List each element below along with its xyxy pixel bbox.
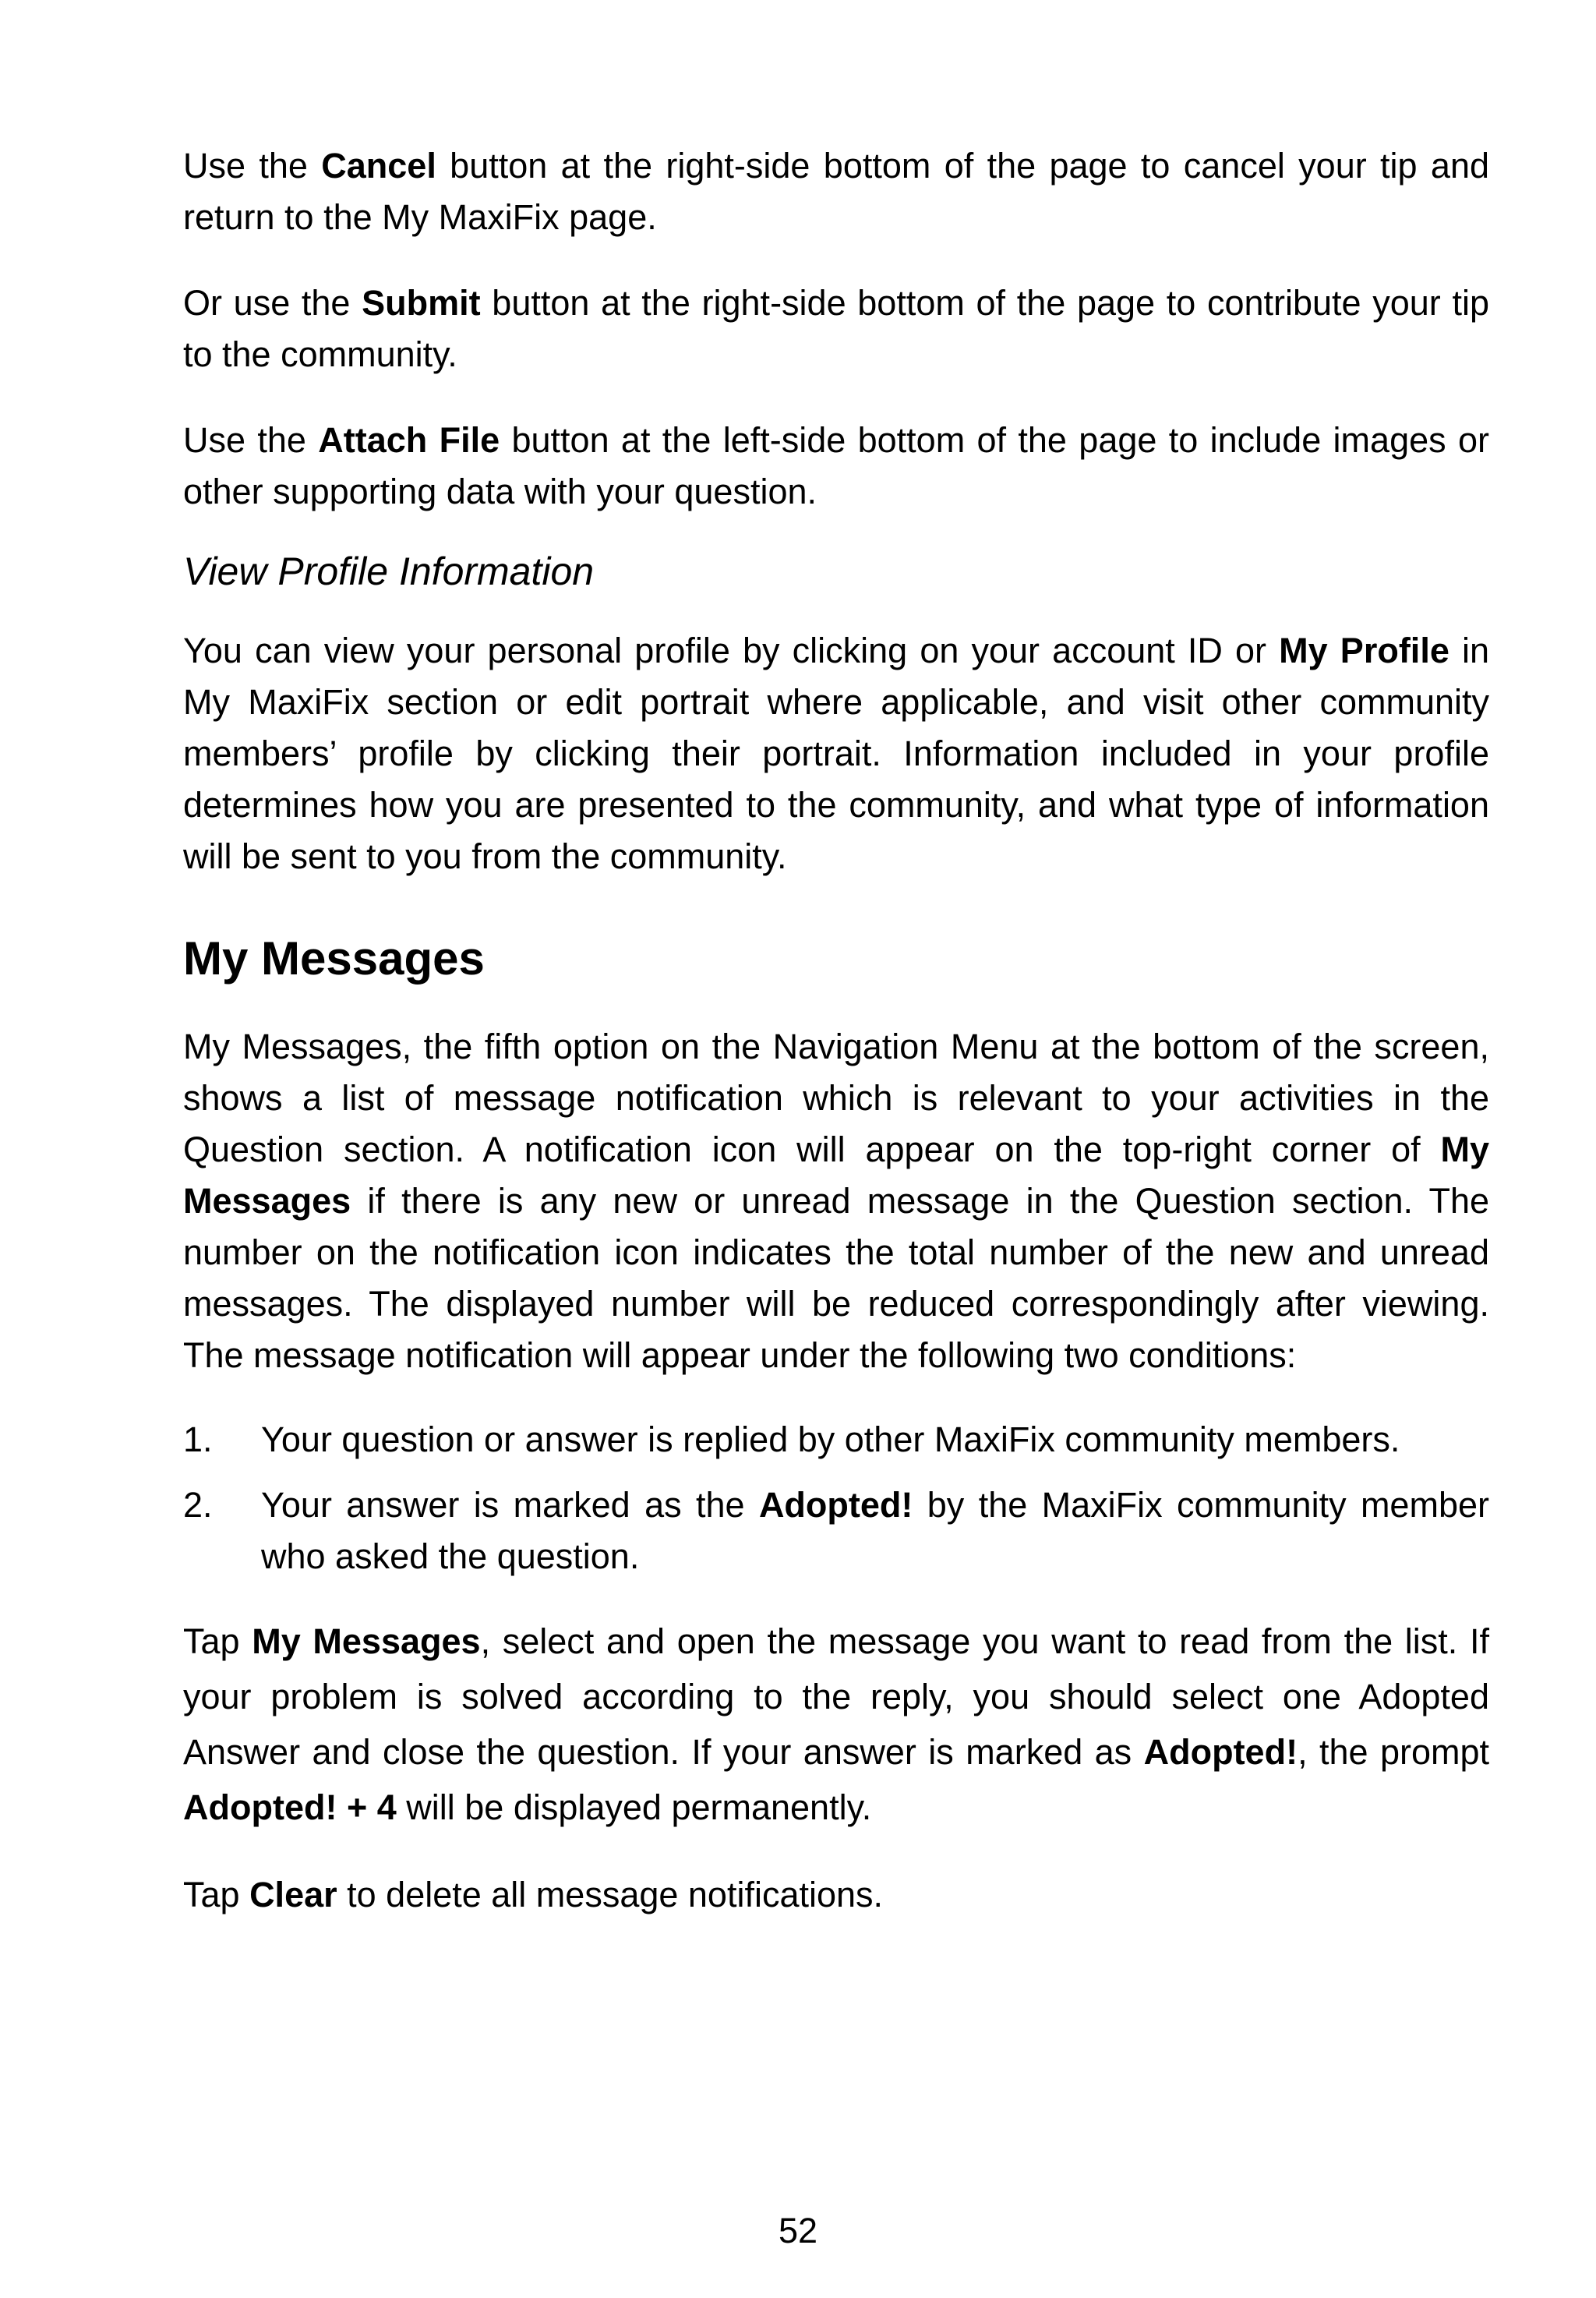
page-content	[183, 140, 1489, 1921]
conditions-list	[183, 1414, 1489, 1582]
profile-paragraph	[183, 625, 1489, 882]
adopted-plus-four-term: Adopted! + 4	[183, 1787, 397, 1827]
list-item-number: 1.	[183, 1419, 213, 1459]
tap-clear-paragraph	[183, 1869, 1489, 1921]
cancel-text-1: Use the	[183, 146, 322, 186]
submit-term: Submit	[362, 283, 481, 323]
list-item	[183, 1414, 1489, 1465]
tap-clear-text-1: Tap	[183, 1875, 250, 1914]
submit-text-1: Or use the	[183, 283, 362, 323]
messages-paragraph	[183, 1021, 1489, 1381]
submit-text-2: button at the right-side bottom of the page to contribute your tip to the community.	[183, 283, 1489, 374]
messages-text-1: My Messages, the fifth option on the Navigation Menu at the bottom of the screen, shows a list of message notification which is relevant to your activities in the Question section. A notification icon will appear on the top-right corner of	[183, 1027, 1489, 1169]
attach-file-term: Attach File	[318, 420, 500, 460]
condition-1-text: Your question or answer is replied by other MaxiFix community members.	[261, 1419, 1400, 1459]
tap-messages-paragraph	[183, 1614, 1489, 1835]
list-item	[183, 1480, 1489, 1582]
my-profile-term: My Profile	[1279, 631, 1449, 670]
attach-text-2: button at the left-side bottom of the page to include images or other supporting data with your question.	[183, 420, 1489, 511]
clear-term: Clear	[249, 1875, 337, 1914]
tap-messages-text-2: , select and open the message you want to read from the list. If your problem is solved according to the reply, you should select one Adopted Answer and close the question. If your answer is marked as	[183, 1621, 1489, 1772]
tap-my-messages-term: My Messages	[252, 1621, 481, 1661]
my-messages-heading: My Messages	[183, 932, 485, 985]
profile-text-2: in My MaxiFix section or edit portrait where applicable, and visit other community members’ profile by clicking their portrait. Information included in your profile determines how you are presented to the community, and what type of information will be sent to you from the community.	[183, 631, 1489, 876]
tap-adopted-term: Adopted!	[1143, 1732, 1298, 1772]
cancel-paragraph	[183, 140, 1489, 243]
list-item-text	[261, 1480, 1489, 1582]
my-messages-term: My Messages	[183, 1130, 1489, 1221]
tap-messages-text-3: , the prompt	[1298, 1732, 1489, 1772]
tap-clear-text-2: to delete all message notifications.	[337, 1875, 884, 1914]
tap-messages-text-1: Tap	[183, 1621, 252, 1661]
list-item-number: 2.	[183, 1485, 213, 1525]
list-item-text	[261, 1414, 1489, 1465]
messages-text-2: if there is any new or unread message in the Question section. The number on the notification icon indicates the total number of the new and unread messages. The displayed number will be reduced correspondingly after viewing. The message notification will appear under the following two conditions:	[183, 1181, 1489, 1375]
cancel-text-2: button at the right-side bottom of the page to cancel your tip and return to the My MaxiFix page.	[183, 146, 1489, 237]
attach-file-paragraph	[183, 415, 1489, 518]
submit-paragraph	[183, 278, 1489, 380]
tap-messages-text-4: will be displayed permanently.	[396, 1787, 872, 1827]
cancel-term: Cancel	[321, 146, 436, 186]
profile-text-1: You can view your personal profile by clicking on your account ID or	[183, 631, 1280, 670]
condition-2-text-1: Your answer is marked as the	[261, 1485, 759, 1525]
adopted-term: Adopted!	[758, 1485, 913, 1525]
condition-2-text-2: by the MaxiFix community member who asked the question.	[261, 1485, 1489, 1576]
page-number: 52	[778, 2211, 818, 2250]
attach-text-1: Use the	[183, 420, 319, 460]
view-profile-heading: View Profile Information	[183, 550, 595, 593]
